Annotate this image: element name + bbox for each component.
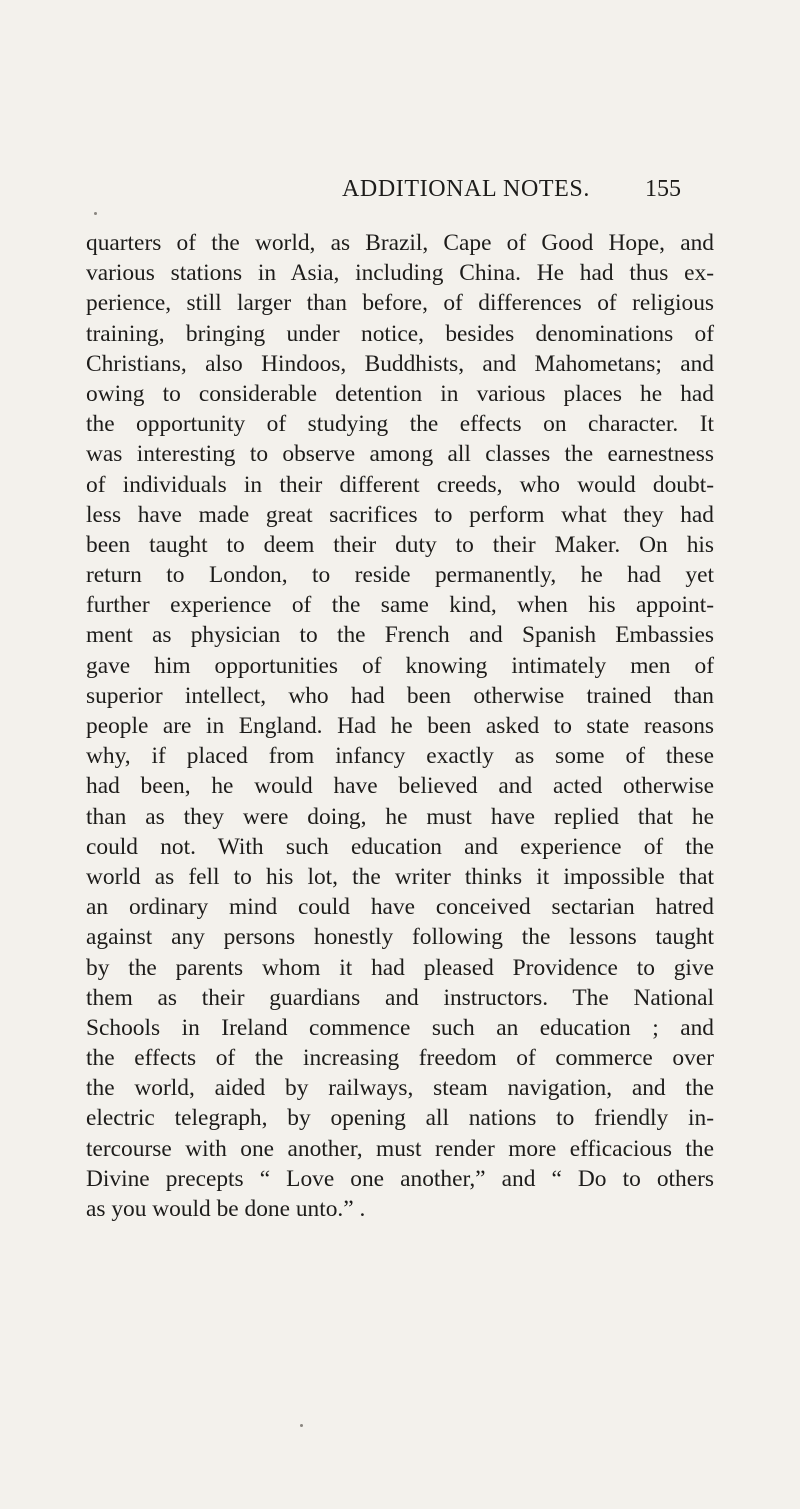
text-line: superior intellect, who had been otherwise trained than [86, 682, 714, 709]
text-line: various stations in Asia, including China. He had thus ex- [86, 260, 714, 287]
text-line: the world, aided by railways, steam navigation, and the [86, 1075, 714, 1102]
text-line: Divine precepts “ Love one another,” and “ Do to others [86, 1165, 714, 1192]
body-paragraph [86, 228, 714, 1224]
running-head-title: ADDITIONAL NOTES. [342, 176, 590, 202]
text-line-last: as you would be done unto.” . [86, 1196, 366, 1222]
text-line: electric telegraph, by opening all nations to friendly in- [86, 1105, 714, 1132]
text-line: perience, still larger than before, of differences of religious [86, 290, 714, 317]
text-line: gave him opportunities of knowing intimately men of [86, 652, 714, 679]
text-line: ment as physician to the French and Spanish Embassies [86, 622, 714, 649]
text-line: Christians, also Hindoos, Buddhists, and Mahometans; and [86, 350, 714, 377]
text-line: against any persons honestly following the lessons taught [86, 924, 714, 951]
text-line: world as fell to his lot, the writer thinks it impossible that [86, 863, 714, 890]
text-line: return to London, to reside permanently, he had yet [86, 562, 714, 589]
text-line: owing to considerable detention in various places he had [86, 380, 714, 407]
text-line: than as they were doing, he must have replied that he [86, 803, 714, 830]
text-line: been taught to deem their duty to their Maker. On his [86, 531, 714, 558]
running-head [0, 176, 800, 210]
text-line: was interesting to observe among all classes the earnestness [86, 441, 714, 468]
page-number: 155 [645, 176, 681, 202]
paper-speck [300, 1424, 303, 1427]
text-line: had been, he would have believed and acted otherwise [86, 773, 714, 800]
text-line: the effects of the increasing freedom of commerce over [86, 1045, 714, 1072]
text-line: people are in England. Had he been asked to state reasons [86, 713, 714, 739]
text-line: of individuals in their different creeds, who would doubt- [86, 471, 714, 498]
paper-speck [94, 212, 97, 215]
text-line: further experience of the same kind, when his appoint- [86, 592, 714, 619]
text-line: an ordinary mind could have conceived sectarian hatred [86, 894, 714, 921]
text-line: quarters of the world, as Brazil, Cape of Good Hope, and [86, 230, 714, 256]
text-line: could not. With such education and experience of the [86, 833, 714, 860]
text-line: the opportunity of studying the effects on character. It [86, 411, 714, 438]
text-line: why, if placed from infancy exactly as some of these [86, 743, 714, 770]
text-line: less have made great sacrifices to perform what they had [86, 501, 714, 528]
text-line: tercourse with one another, must render more efficacious the [86, 1135, 714, 1162]
text-line: them as their guardians and instructors. The National [86, 984, 714, 1011]
text-line: by the parents whom it had pleased Providence to give [86, 954, 714, 981]
text-line: Schools in Ireland commence such an education ; and [86, 1014, 714, 1041]
text-line: training, bringing under notice, besides denominations of [86, 320, 714, 347]
